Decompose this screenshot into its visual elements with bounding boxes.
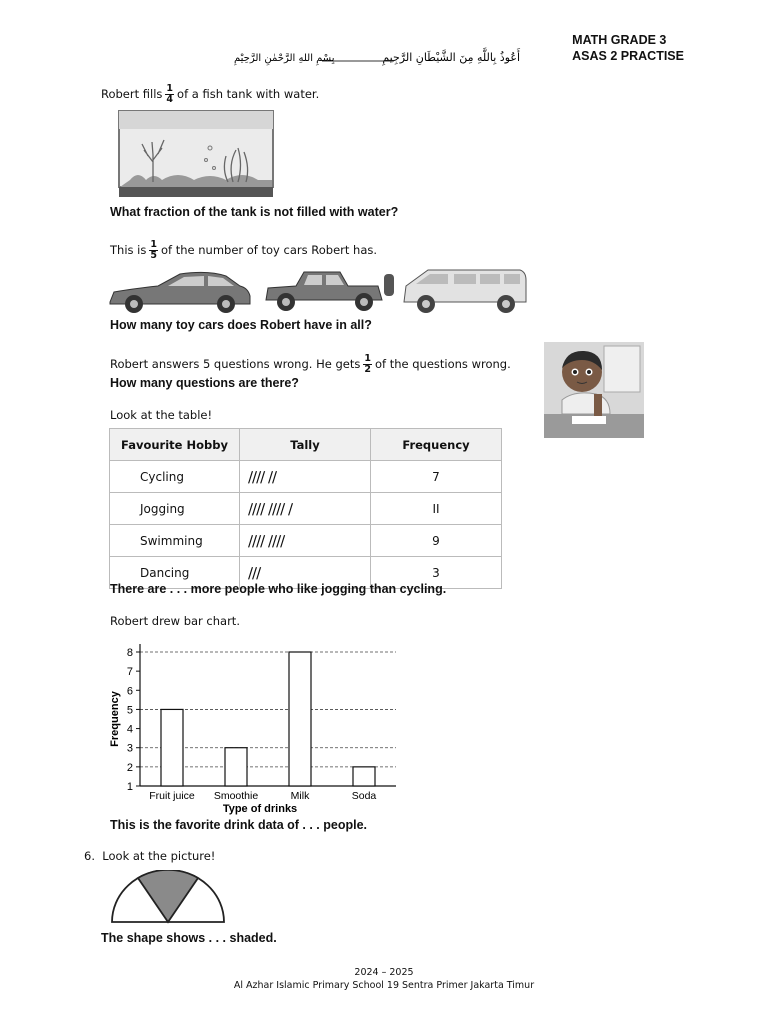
car-pickup [266,272,394,311]
header-grade: MATH GRADE 3 [572,33,667,47]
drink-bar-chart [104,632,408,816]
chart-svg [104,632,408,816]
q2-statement: This is $\frac{1}{5}$ of the number of toy cars Robert has. [110,239,378,261]
x-tick-label: Milk [290,790,310,802]
arabic-basmala [234,46,524,68]
x-axis-label: Type of drinks [222,803,298,815]
q6-question: The shape shows . . . shaded. [101,931,277,945]
hobby-table [109,428,502,589]
tally-marks: ∕∕∕∕ ∕∕∕∕ ∕ [240,493,371,525]
q5-question: This is the favorite drink data of . . . people. [110,818,367,832]
y-tick-label: 7 [126,666,133,679]
bar-soda [353,767,375,786]
y-tick-label: 3 [126,742,133,755]
robert-thinking-image [544,342,644,438]
col-tally: Tally [240,429,371,461]
q4-intro: Look at the table! [110,408,213,422]
table-row: Jogging ∕∕∕∕ ∕∕∕∕ ∕ II [110,493,502,525]
q3-question: How many questions are there? [110,376,299,390]
q6-statement: 6. Look at the picture! [84,849,216,863]
q4-question: There are . . . more people who like jogging than cycling. [110,582,447,596]
q1-question: What fraction of the tank is not filled with water? [110,205,399,219]
fish-tank-image [118,110,274,200]
table-row: Cycling ∕∕∕∕ ∕∕ 7 [110,461,502,493]
y-tick-label: 6 [126,685,133,698]
arabic-right-text: بِسْمِ اللهِ الرَّحْمٰنِ الرَّحِيْمِ [234,53,335,64]
q1-fraction: $\frac{1}{4}$ [166,83,174,105]
q5-intro: Robert drew bar chart. [110,614,240,628]
tally-marks: ∕∕∕∕ ∕∕∕∕ [240,525,371,557]
header-title [572,32,684,64]
table-row: Swimming ∕∕∕∕ ∕∕∕∕ 9 [110,525,502,557]
col-frequency: Frequency [371,429,502,461]
col-hobby: Favourite Hobby [110,429,240,461]
bar-smoothie [225,748,247,786]
x-tick-label: Soda [351,790,377,802]
q3-fraction: $\frac{1}{2}$ [364,353,371,375]
q1-statement: Robert fills $\frac{1}{4}$ of a fish tank with water. [101,83,320,105]
semicircle-shape [110,870,226,926]
tally-marks: ∕∕∕∕ ∕∕ [240,461,371,493]
bar-milk [289,652,311,786]
y-tick-label: 4 [126,723,133,736]
x-tick-label: Smoothie [213,790,259,802]
footer-school: Al Azhar Islamic Primary School 19 Sentra Primer Jakarta Timur [233,980,535,991]
tally-marks: ∕∕∕ [240,557,371,589]
q3-statement: Robert answers 5 questions wrong. He gets $\frac{1}{2}$ of the questions wrong. [110,353,511,375]
y-tick-label: 2 [126,761,133,774]
q2-fraction: $\frac{1}{5}$ [150,239,157,261]
bar-fruit-juice [161,709,183,786]
table-row: Dancing ∕∕∕ 3 [110,557,502,589]
q6-number: 6. [84,849,95,863]
y-axis-label: Frequency [109,691,121,747]
header-practise: ASAS 2 PRACTISE [572,49,684,63]
y-tick-label: 8 [126,647,133,659]
footer-year: 2024 – 2025 [354,967,414,978]
y-tick-label: 5 [126,704,133,717]
car-sedan [110,272,250,313]
q2-question: How many toy cars does Robert have in all? [110,318,372,332]
toy-cars-image [108,266,528,316]
arabic-left-text: أَعُوذُ بِاللَّهِ مِنَ الشَّيْطَانِ الرَّجِيمِ [382,51,520,64]
x-tick-label: Fruit juice [149,790,195,802]
car-van [404,270,526,313]
y-tick-label: 1 [126,781,133,793]
